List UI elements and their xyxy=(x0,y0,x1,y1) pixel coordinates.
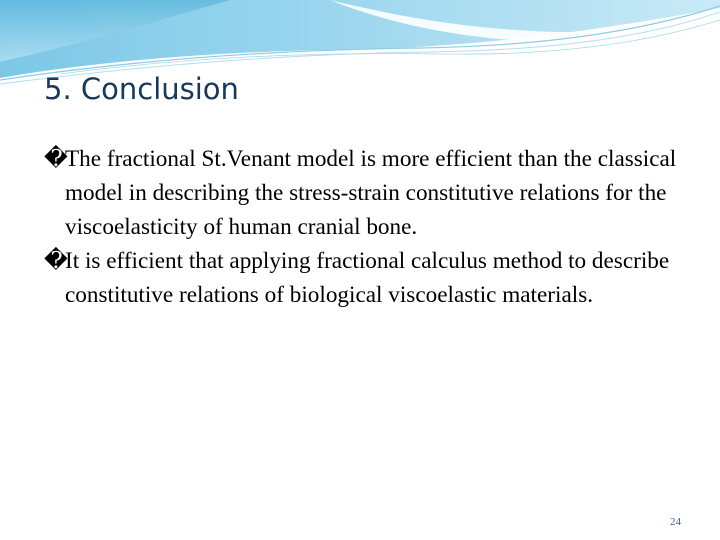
bullet-marker-icon: � xyxy=(44,146,68,172)
page-number: 24 xyxy=(670,516,681,528)
bullet-item xyxy=(44,244,684,312)
bullet-list xyxy=(44,142,684,312)
bullet-marker-icon: � xyxy=(44,248,68,274)
slide-title: 5. Conclusion xyxy=(44,72,239,106)
bullet-text: The fractional St.Venant model is more efficient than the classical model in describing the stress-strain constitutive relations for the viscoelasticity of human cranial bone. xyxy=(65,146,677,240)
bullet-item xyxy=(44,142,684,244)
bullet-text: It is efficient that applying fractional calculus method to describe constitutive relations of biological viscoelastic materials. xyxy=(65,248,670,308)
